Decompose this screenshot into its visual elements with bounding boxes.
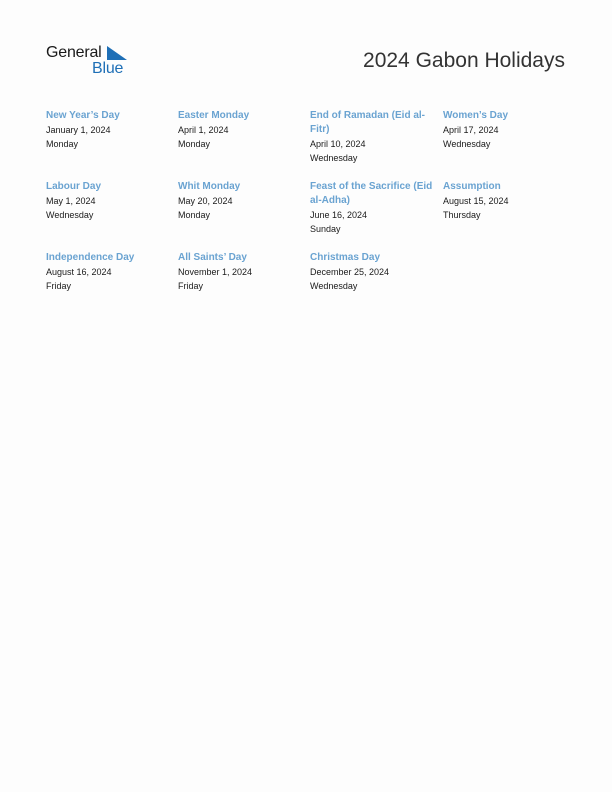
holiday-entry [310,251,434,293]
holiday-date: August 15, 2024 [443,196,509,206]
holiday-weekday: Wednesday [443,139,491,149]
holiday-date: April 1, 2024 [178,125,229,135]
holiday-weekday: Monday [178,139,211,149]
holiday-entry [178,251,302,293]
holiday-row [46,251,576,322]
holiday-date: January 1, 2024 [46,125,111,135]
holiday-weekday: Friday [178,281,204,291]
holiday-name: New Year’s Day [46,110,120,121]
holiday-entry [178,180,302,222]
holiday-weekday: Wednesday [310,153,358,163]
holiday-row [46,109,576,180]
holiday-weekday: Thursday [443,210,481,220]
logo [46,44,136,80]
holiday-date: April 10, 2024 [310,139,366,149]
holiday-date: August 16, 2024 [46,267,112,277]
holiday-name: Independence Day [46,252,135,263]
logo-word-blue: Blue [92,60,124,77]
holiday-name: Feast of the Sacrifice (Eid al-Adha) [310,181,433,206]
holiday-date: May 20, 2024 [178,196,233,206]
holiday-name: Christmas Day [310,252,381,263]
holiday-entry [46,180,170,222]
holiday-date: December 25, 2024 [310,267,390,277]
holiday-entry [443,180,567,222]
holiday-weekday: Wednesday [46,210,94,220]
holiday-name: Whit Monday [178,181,241,192]
logo-word-general: General [46,44,102,61]
holiday-entry [46,109,170,151]
holiday-entry [443,109,567,151]
holiday-date: November 1, 2024 [178,267,253,277]
page-title: 2024 Gabon Holidays [363,49,565,72]
holiday-weekday: Sunday [310,224,341,234]
holiday-name: Women’s Day [443,110,509,121]
holiday-weekday: Monday [178,210,211,220]
holiday-date: April 17, 2024 [443,125,499,135]
holiday-entry [310,109,434,165]
holiday-entry [46,251,170,293]
holiday-entry [310,180,434,236]
holiday-date: June 16, 2024 [310,210,368,220]
holiday-name: Easter Monday [178,110,250,121]
triangle-flag-icon [107,46,127,60]
holiday-date: May 1, 2024 [46,196,96,206]
holiday-weekday: Friday [46,281,72,291]
holiday-grid [46,109,576,322]
holiday-name: End of Ramadan (Eid al-Fitr) [310,110,426,135]
holiday-row [46,180,576,251]
holiday-weekday: Wednesday [310,281,358,291]
holiday-name: All Saints’ Day [178,252,247,263]
holiday-entry [178,109,302,151]
holiday-name: Assumption [443,181,501,192]
holiday-weekday: Monday [46,139,79,149]
holiday-name: Labour Day [46,181,102,192]
